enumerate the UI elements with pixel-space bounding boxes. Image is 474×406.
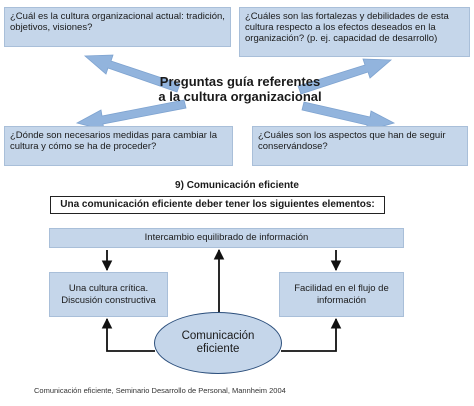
ellipse-efficient-communication <box>154 312 282 374</box>
ellipse-line2: eficiente <box>196 343 240 355</box>
box-information-flow-line1: Facilidad en el flujo de <box>294 282 389 294</box>
center-title <box>140 74 340 104</box>
box-information-flow-line2: información <box>316 294 367 306</box>
box-critical-culture-line1: Una cultura crítica. <box>68 282 149 294</box>
line-ellipse-to-right <box>281 319 336 351</box>
line-ellipse-to-left <box>107 319 155 351</box>
box-information-flow <box>279 272 404 317</box>
center-title-line1: Preguntas guía referentes <box>159 74 321 89</box>
elements-frame: Una comunicación eficiente deber tener los siguientes elementos: <box>50 196 385 214</box>
center-title-line2: a la cultura organizacional <box>158 89 322 104</box>
ellipse-line1: Comunicación <box>181 330 255 342</box>
question-box-bottom-right: ¿Cuáles son los aspectos que han de seguir conservándose? <box>252 126 468 166</box>
source-caption: Comunicación eficiente, Seminario Desarrollo de Personal, Mannheim 2004 <box>34 386 286 395</box>
question-box-top-right: ¿Cuáles son las fortalezas y debilidades de esta cultura respecto a los efectos deseados en la organización? (p. ej. capacidad de desarrollo) <box>239 7 470 57</box>
section-title: 9) Comunicación eficiente <box>175 180 299 191</box>
box-critical-culture-line2: Discusión constructiva <box>61 294 156 306</box>
question-box-top-left: ¿Cuál es la cultura organizacional actual: tradición, objetivos, visiones? <box>4 7 231 47</box>
box-balanced-information-exchange: Intercambio equilibrado de información <box>49 228 404 248</box>
question-box-bottom-left: ¿Dónde son necesarios medidas para cambiar la cultura y cómo se ha de proceder? <box>4 126 233 166</box>
box-critical-culture <box>49 272 168 317</box>
